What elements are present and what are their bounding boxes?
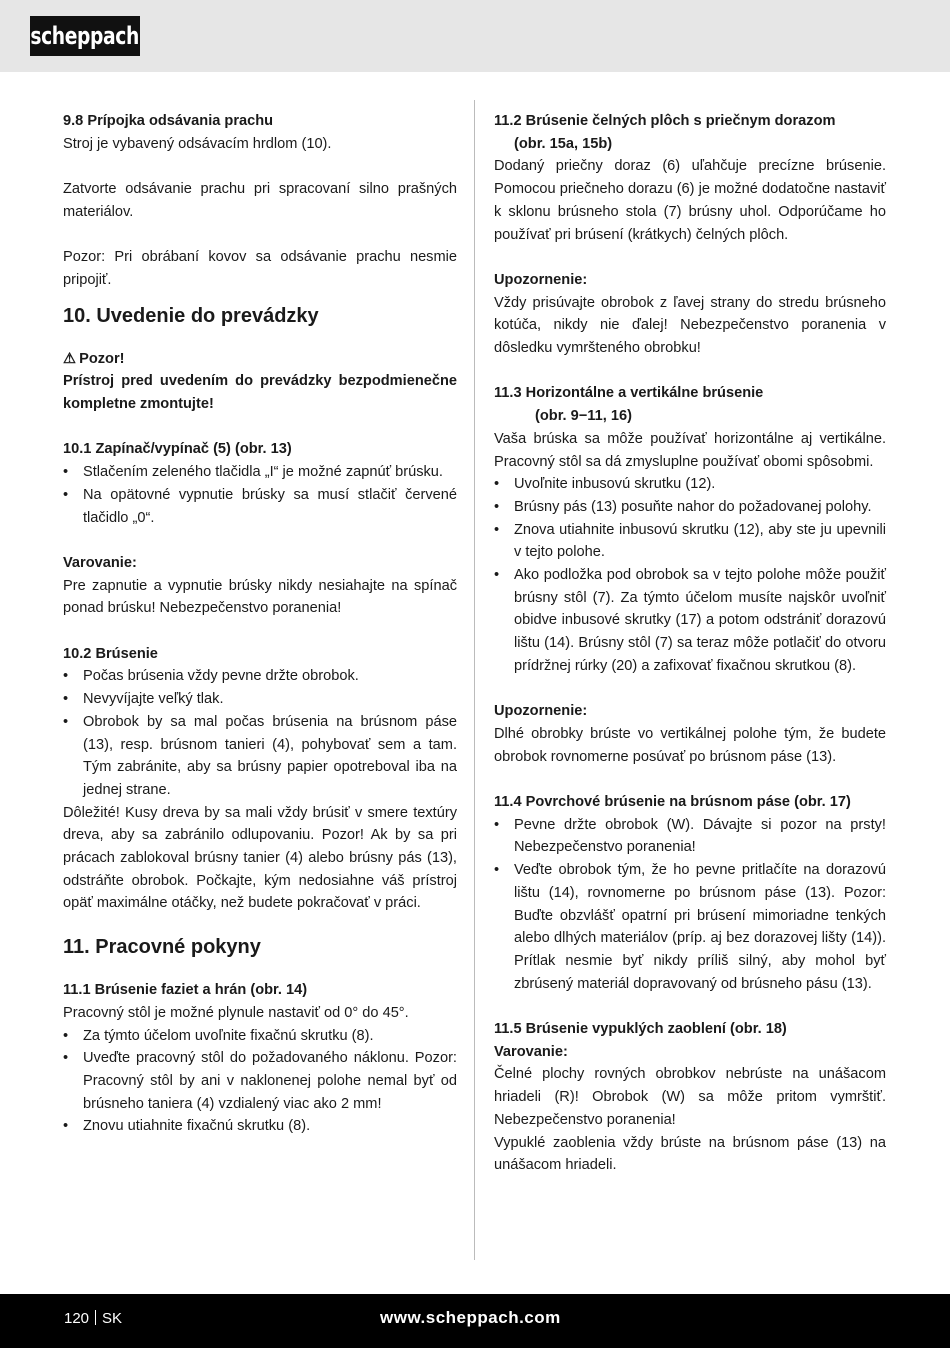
section-11-3-title: 11.3 Horizontálne a vertikálne brúsenie xyxy=(494,385,764,402)
upozornenie-text: Dlhé obrobky brúste vo vertikálnej polohe tým, že budete obrobok rovnomerne posúvať po brúsnom páse (13). xyxy=(494,725,886,765)
list-item: • Nevyvíjajte veľký tlak. xyxy=(63,688,457,711)
upozornenie-label: Upozornenie: xyxy=(494,703,588,720)
varovanie-text: Pre zapnutie a vypnutie brúsky nikdy nesiahajte na spínač ponad brúsku! Nebezpečenstvo poranenia! xyxy=(63,577,457,617)
list-item: • Na opätovné vypnutie brúsky sa musí stlačiť červené tlačidlo „0“. xyxy=(63,484,457,529)
section-11-2-para: Dodaný priečny doraz (6) uľahčuje precízne brúsenie. Pomocou priečneho dorazu (6) je možné dodatočne nastaviť k sklonu brúsneho stola (7) brúsny uhol. Odporúčame ho používať pri brúsení (krátkych) čelných plôch. xyxy=(494,158,886,243)
list-item: • Za týmto účelom uvoľnite fixačnú skrutku (8). xyxy=(63,1025,457,1048)
list-item: • Počas brúsenia vždy pevne držte obrobok. xyxy=(63,665,457,688)
list-item: • Znova utiahnite inbusovú skrutku (12), aby ste ju upevnili v tejto polohe. xyxy=(494,519,886,564)
scheppach-logo: scheppach xyxy=(30,16,140,56)
section-11-1-para: Pracovný stôl je možné plynule nastaviť od 0° do 45°. xyxy=(63,1004,409,1021)
pozor-label: ⚠ Pozor! xyxy=(63,348,457,371)
list-item: • Uvoľnite inbusovú skrutku (12). xyxy=(494,473,886,496)
list-item: • Uveďte pracovný stôl do požadovaného náklonu. Pozor: Pracovný stôl by ani v naklonenej polohe nemal byť od brúsneho taniera (4) vzdialený viac ako 2 mm! xyxy=(63,1047,457,1115)
warning-icon: ⚠ xyxy=(63,350,77,367)
separator xyxy=(95,1310,96,1325)
list-item: • Ako podložka pod obrobok sa v tejto polohe môže použiť brúsny stôl (7). Za týmto účelom musíte najskôr uvoľniť obidve inbusové skrutky (17) a potom odstrániť dorazovú lištu (14). Brúsny stôl (7) sa teraz môže potlačiť do otvoru prídržnej rúrky (20) a zafixovať fixačnou skrutkou (8). xyxy=(494,564,886,678)
chapter-10-heading: 10. Uvedenie do prevádzky xyxy=(63,304,319,327)
section-11-2-title: 11.2 Brúsenie čelných plôch s priečnym dorazom xyxy=(494,113,836,129)
page-number: 120 SK xyxy=(64,1310,123,1327)
list-item: • Pevne držte obrobok (W). Dávajte si pozor na prsty! Nebezpečenstvo poranenia! xyxy=(494,814,886,859)
page-footer xyxy=(0,1294,950,1348)
section-9-8-para-1: Stroj je vybavený odsávacím hrdlom (10). xyxy=(63,135,332,152)
section-11-3-para: Vaša brúska sa môže používať horizontálne aj vertikálne. Pracovný stôl sa dá zmysluplne používať obomi spôsobmi. xyxy=(494,430,886,470)
section-10-2-para: Dôležité! Kusy dreva by sa mali vždy brúsiť v smere textúry dreva, aby sa zabránilo odlupovaniu. Pozor! Ak by sa pri prácach zablokoval brúsny tanier (4) alebo brúsny pás (13), odstráňte obrobok. Počkajte, kým nedosiahne váš prístroj opäť maximálne otáčky, než budete pokračovať v práci. xyxy=(63,804,457,912)
section-9-8-title: 9.8 Prípojka odsávania prachu xyxy=(63,113,274,129)
list-item: • Obrobok by sa mal počas brúsenia na brúsnom páse (13), resp. brúsnom tanieri (4), pohybovať sem a tam. Tým zabránite, aby sa brúsny papier opotreboval iba na jednej strane. xyxy=(63,711,457,802)
column-divider xyxy=(474,100,475,1260)
section-11-5-para-1: Čelné plochy rovných obrobkov nebrúste na unášacom hriadeli (R)! Obrobok (W) sa môže pritom vymrštiť. Nebezpečenstvo poranenia! xyxy=(494,1066,886,1128)
section-11-2-title-ref: (obr. 15a, 15b) xyxy=(514,135,613,152)
section-11-5-title: 11.5 Brúsenie vypuklých zaoblení (obr. 18) xyxy=(494,1021,787,1038)
left-column xyxy=(63,110,457,1138)
chapter-11-heading: 11. Pracovné pokyny xyxy=(63,936,261,959)
pozor-text: Prístroj pred uvedením do prevádzky bezpodmienečne kompletne zmontujte! xyxy=(63,373,457,412)
section-11-3-title-ref: (obr. 9−11, 16) xyxy=(535,408,632,425)
upozornenie-label: Upozornenie: xyxy=(494,271,588,288)
section-11-4-title: 11.4 Povrchové brúsenie na brúsnom páse (obr. 17) xyxy=(494,794,851,811)
section-9-8-para-2: Zatvorte odsávanie prachu pri spracovaní silno prašných materiálov. xyxy=(63,181,457,220)
list-item: • Veďte obrobok tým, že ho pevne pritlačíte na dorazovú lištu (14), rovnomerne po brúsnom páse (13). Pozor: Buďte obzvlášť opatrní pri brúsení mimoriadne tenkých alebo dlhých materiálov (príp. aj bez dorazovej lišty (14)). Prítlak nesmie byť nikdy príliš silný, aby mohol byť zbrúsený materiál dopravovaný od brúsneho pásu (13). xyxy=(494,859,886,995)
list-item: • Stlačením zeleného tlačidla „I“ je možné zapnúť brúsku. xyxy=(63,461,457,484)
varovanie-label: Varovanie: xyxy=(63,554,137,571)
right-column xyxy=(494,110,886,1177)
varovanie-label: Varovanie: xyxy=(494,1043,568,1060)
section-10-2-title: 10.2 Brúsenie xyxy=(63,645,158,662)
page-header xyxy=(0,0,950,72)
section-11-5-para-2: Vypuklé zaoblenia vždy brúste na brúsnom páse (13) na unášacom hriadeli. xyxy=(494,1134,886,1174)
section-9-8-para-3: Pozor: Pri obrábaní kovov sa odsávanie prachu nesmie pripojiť. xyxy=(63,249,457,288)
website-link[interactable]: www.scheppach.com xyxy=(380,1308,561,1327)
list-item: • Znovu utiahnite fixačnú skrutku (8). xyxy=(63,1115,457,1138)
section-11-1-title: 11.1 Brúsenie faziet a hrán (obr. 14) xyxy=(63,982,308,999)
upozornenie-text: Vždy prisúvajte obrobok z ľavej strany do stredu brúsneho kotúča, nikdy nie ďalej! Nebezpečenstvo poranenia v dôsledku vymršteného obrobku! xyxy=(494,294,886,357)
list-item: • Brúsny pás (13) posuňte nahor do požadovanej polohy. xyxy=(494,496,886,519)
section-10-1-title: 10.1 Zapínač/vypínač (5) (obr. 13) xyxy=(63,441,292,458)
